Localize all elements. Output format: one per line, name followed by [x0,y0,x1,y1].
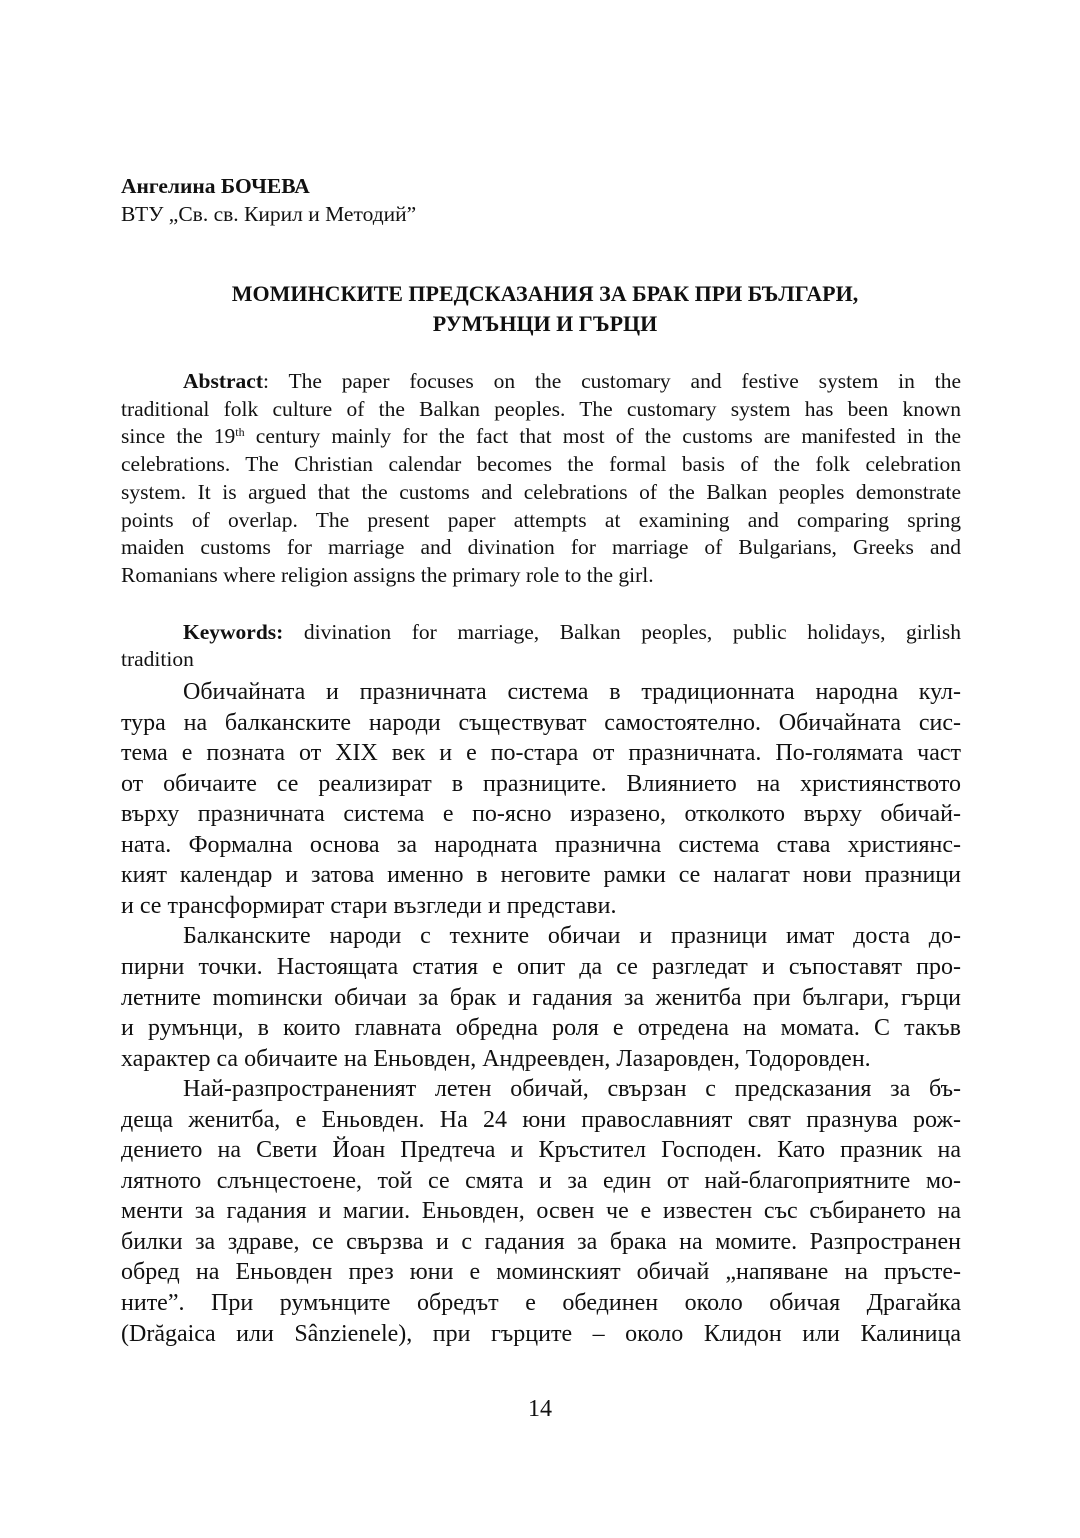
paper-title-line-2: РУМЪНЦИ И ГЪРЦИ [432,311,658,336]
body-line: от обичаите се реализират в празниците. Влиянието на християнството [121,770,961,797]
keywords-text: divination for marriage, Balkan peoples, public holidays, girlish [283,620,961,644]
body-line: Обичайната и празничната система в традиционната народна кул- [183,679,961,705]
superscript: th [235,425,245,439]
body-line: лятното слънцестоене, той се смята и за един от най-благоприятните мо- [121,1167,961,1194]
body-line: (Drăgaica или Sânzienele), при гърците – около Клидон или Калиница [121,1320,961,1347]
body-line: летните momински обичаи за брак и гадания за женитба при българи, гърци [121,984,961,1011]
body-line: характер са обичаите на Еньовден, Андреевден, Лазаровден, Тодоровден. [121,1045,871,1072]
body-line: тура на балканските народи съществуват самостоятелно. Обичайната сис- [121,709,961,736]
body-line: билки за здраве, се свързва и с гадания за брака на момите. Разпространен [121,1228,961,1255]
author-affiliation: ВТУ „Св. св. Кирил и Методий” [121,202,417,226]
body-line: ната. Формална основа за народната празнична система става християнс- [121,831,961,858]
body-line: деща женитба, е Еньовден. На 24 юни православният свят празнува рож- [121,1106,961,1133]
abstract-label: Abstract [183,369,264,393]
body-line: менти за гадания и магии. Еньовден, освен че е известен със събирането на [121,1198,961,1225]
abstract-line: celebrations. The Christian calendar becomes the formal basis of the folk celebration [121,452,961,476]
keywords-line: tradition [121,647,194,671]
abstract-line: maiden customs for marriage and divination for marriage of Bulgarians, Greeks and [121,535,961,559]
abstract-line [121,368,961,394]
keywords-label: Keywords: [183,620,284,644]
body-line: обред на Еньовден през юни е моминският обичай „напяване на пръсте- [121,1259,961,1286]
body-line: дението на Свети Йоан Предтеча и Кръстител Господен. Като празник на [121,1137,961,1164]
body-line: върху празничната система е по-ясно изразено, отколкото върху обичай- [121,801,961,828]
abstract-line: points of overlap. The present paper attempts at examining and comparing spring [121,508,961,532]
abstract-text: : The paper focuses on the customary and festive system in the [263,369,961,393]
abstract-text: century mainly for the fact that most of the customs are manifested in the [244,424,961,448]
author-name: Ангелина БОЧЕВА [121,174,310,198]
body-line: тема е позната от XIX век и е по-стара от празничната. По-голямата част [121,740,961,767]
abstract-line: Romanians where religion assigns the primary role to the girl. [121,563,654,587]
body-line: Най-разпространеният летен обичай, свързан с предсказания за бъ- [183,1076,961,1103]
abstract-line: system. It is argued that the customs and celebrations of the Balkan peoples demonstrate [121,480,961,504]
body-line: и се трансформират стари възгледи и представи. [121,892,617,919]
body-line: ните”. При румънците обредът е обединен около обичая Драгайка [121,1290,961,1316]
paper-title-line-1: МОМИНСКИТЕ ПРЕДСКАЗАНИЯ ЗА БРАК ПРИ БЪЛГАРИ, [231,281,859,306]
body-line: и румънци, в които главната обредна роля е отредена на момата. С такъв [121,1015,961,1042]
page-number: 14 [528,1396,552,1422]
body-line: Балканските народи с техните обичаи и празници имат доста до- [183,923,961,950]
abstract-line [121,423,961,449]
abstract-line: traditional folk culture of the Balkan peoples. The customary system has been known [121,397,961,421]
keywords-line [121,619,961,645]
body-line: кият календар и затова именно в неговите рамки се налагат нови празници [121,862,961,889]
abstract-text: since the 19 [121,424,236,448]
body-line: пирни точки. Настоящата статия е опит да се разгледат и съпоставят про- [121,953,961,980]
